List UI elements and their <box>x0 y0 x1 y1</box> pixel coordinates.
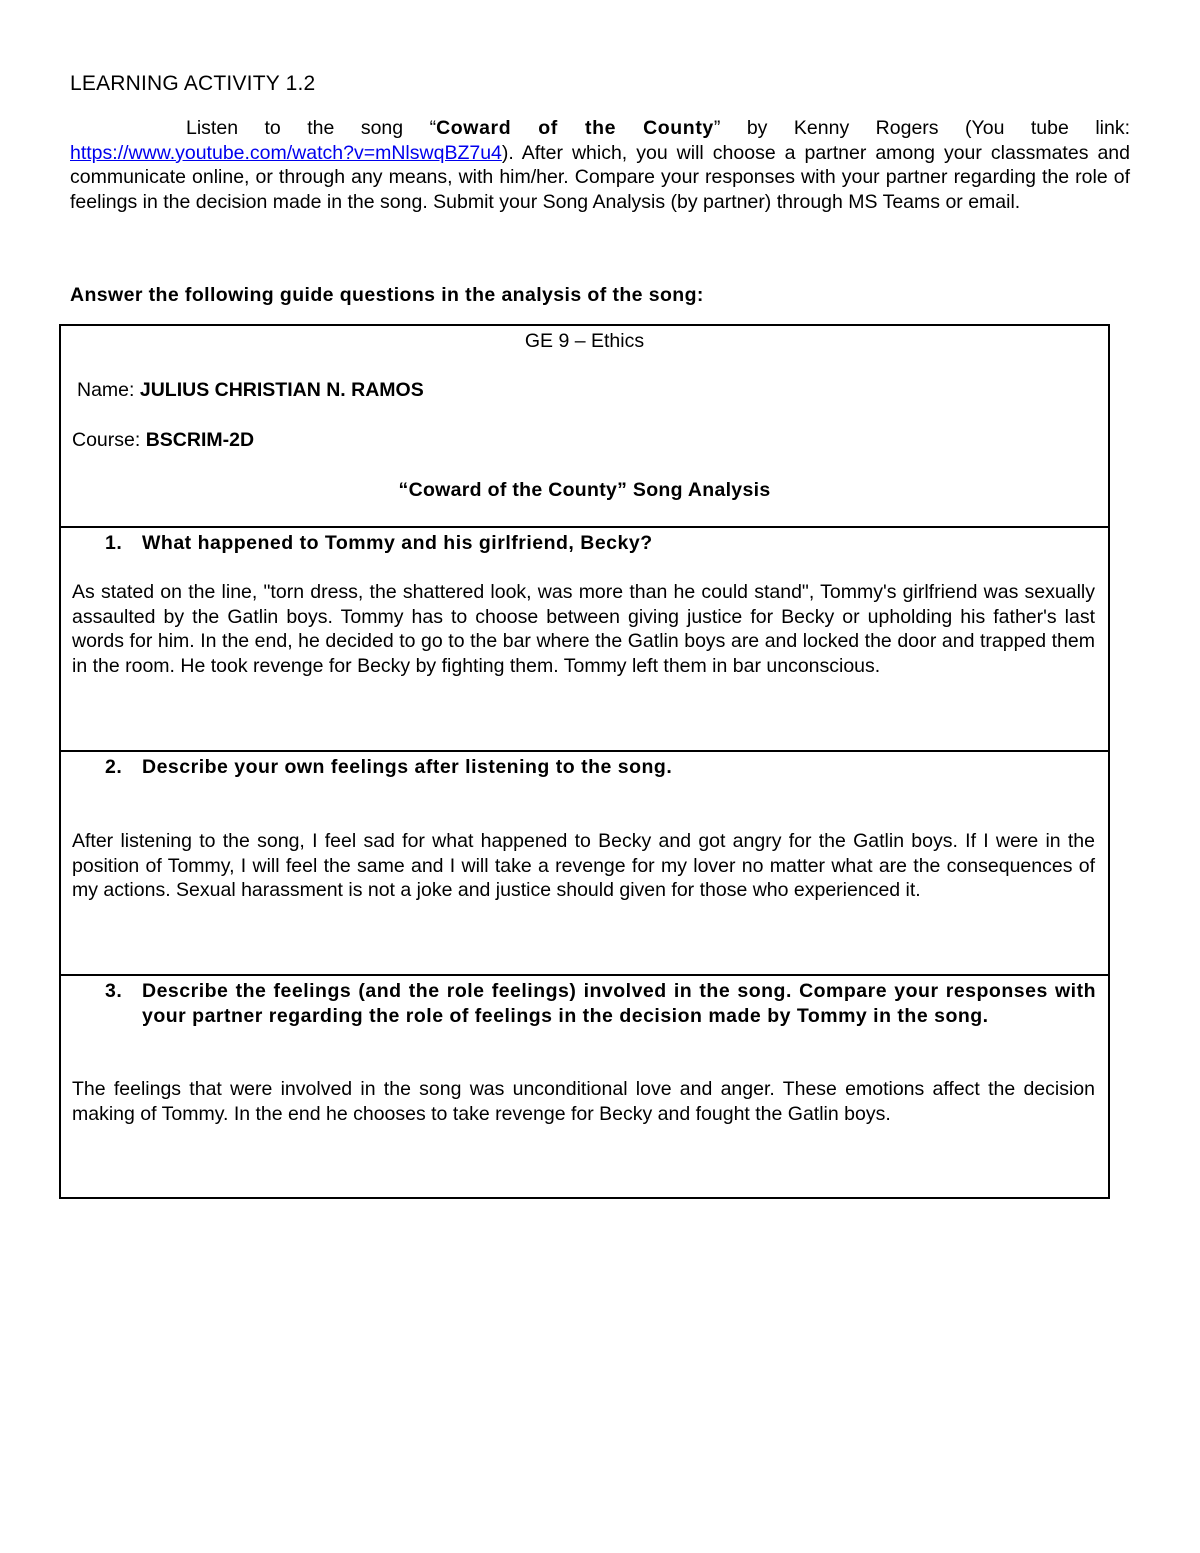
name-value: JULIUS CHRISTIAN N. RAMOS <box>139 379 424 401</box>
header-cell <box>61 326 1108 528</box>
guide-questions-title: Answer the following guide questions in the analysis of the song: <box>70 284 704 306</box>
intro-text-part3: ). After which, you will choose a partner among your classmates and communicate online, or through any means, with him/her. Compare your responses with your partner regarding the role of feelings in the decision made in the song. Submit your Song Analysis (by partner) through MS Teams or email. <box>70 141 1130 213</box>
intro-paragraph <box>70 116 1130 214</box>
question-cell-3 <box>61 976 1108 1198</box>
question-3 <box>105 979 1096 1028</box>
analysis-table <box>59 324 1110 1199</box>
question-2 <box>105 755 1096 780</box>
question-number: 1. <box>105 532 123 554</box>
question-cell-2 <box>61 752 1108 976</box>
song-title: Coward of the County <box>436 117 714 139</box>
question-cell-1 <box>61 528 1108 752</box>
youtube-link[interactable]: https://www.youtube.com/watch?v=mNlswqBZ7u4 <box>70 141 502 164</box>
name-field <box>77 379 424 402</box>
course-field <box>72 429 254 452</box>
question-text: Describe your own feelings after listening to the song. <box>142 756 673 778</box>
answer-3: The feelings that were involved in the song was unconditional love and anger. These emotions affect the decision making of Tommy. In the end he chooses to take revenge for Becky and fought the Gatlin boys. <box>72 1078 1095 1125</box>
question-number: 3. <box>105 980 123 1002</box>
name-label: Name: <box>77 379 140 401</box>
question-1 <box>105 531 1096 556</box>
course-value: BSCRIM-2D <box>145 429 255 451</box>
question-text: What happened to Tommy and his girlfriend, Becky? <box>142 532 653 554</box>
activity-heading: LEARNING ACTIVITY 1.2 <box>70 72 316 95</box>
question-text: Describe the feelings (and the role feelings) involved in the song. Compare your responses with your partner regarding the role of feelings in the decision made by Tommy in the song. <box>142 980 1096 1027</box>
course-label: Course: <box>72 429 146 451</box>
intro-text-part1: Listen to the song “ <box>186 117 437 139</box>
subject-label: GE 9 – Ethics <box>524 330 645 352</box>
intro-text-part2: ” by Kenny Rogers (You tube link: <box>713 117 1130 139</box>
question-number: 2. <box>105 756 123 778</box>
answer-2: After listening to the song, I feel sad for what happened to Becky and got angry for the Gatlin boys. If I were in the position of Tommy, I will feel the same and I will take a revenge for my lover no matter what are the consequences of my actions. Sexual harassment is not a joke and justice should given for those who experienced it. <box>72 830 1095 902</box>
analysis-title: “Coward of the County” Song Analysis <box>398 479 771 501</box>
answer-1: As stated on the line, "torn dress, the shattered look, was more than he could stand", Tommy's girlfriend was sexually assaulted by the Gatlin boys. Tommy has to choose between giving justice for Becky or upholding his father's last words for him. In the end, he decided to go to the bar where the Gatlin boys are and locked the door and trapped them in the room. He took revenge for Becky by fighting them. Tommy left them in bar unconscious. <box>72 581 1095 677</box>
